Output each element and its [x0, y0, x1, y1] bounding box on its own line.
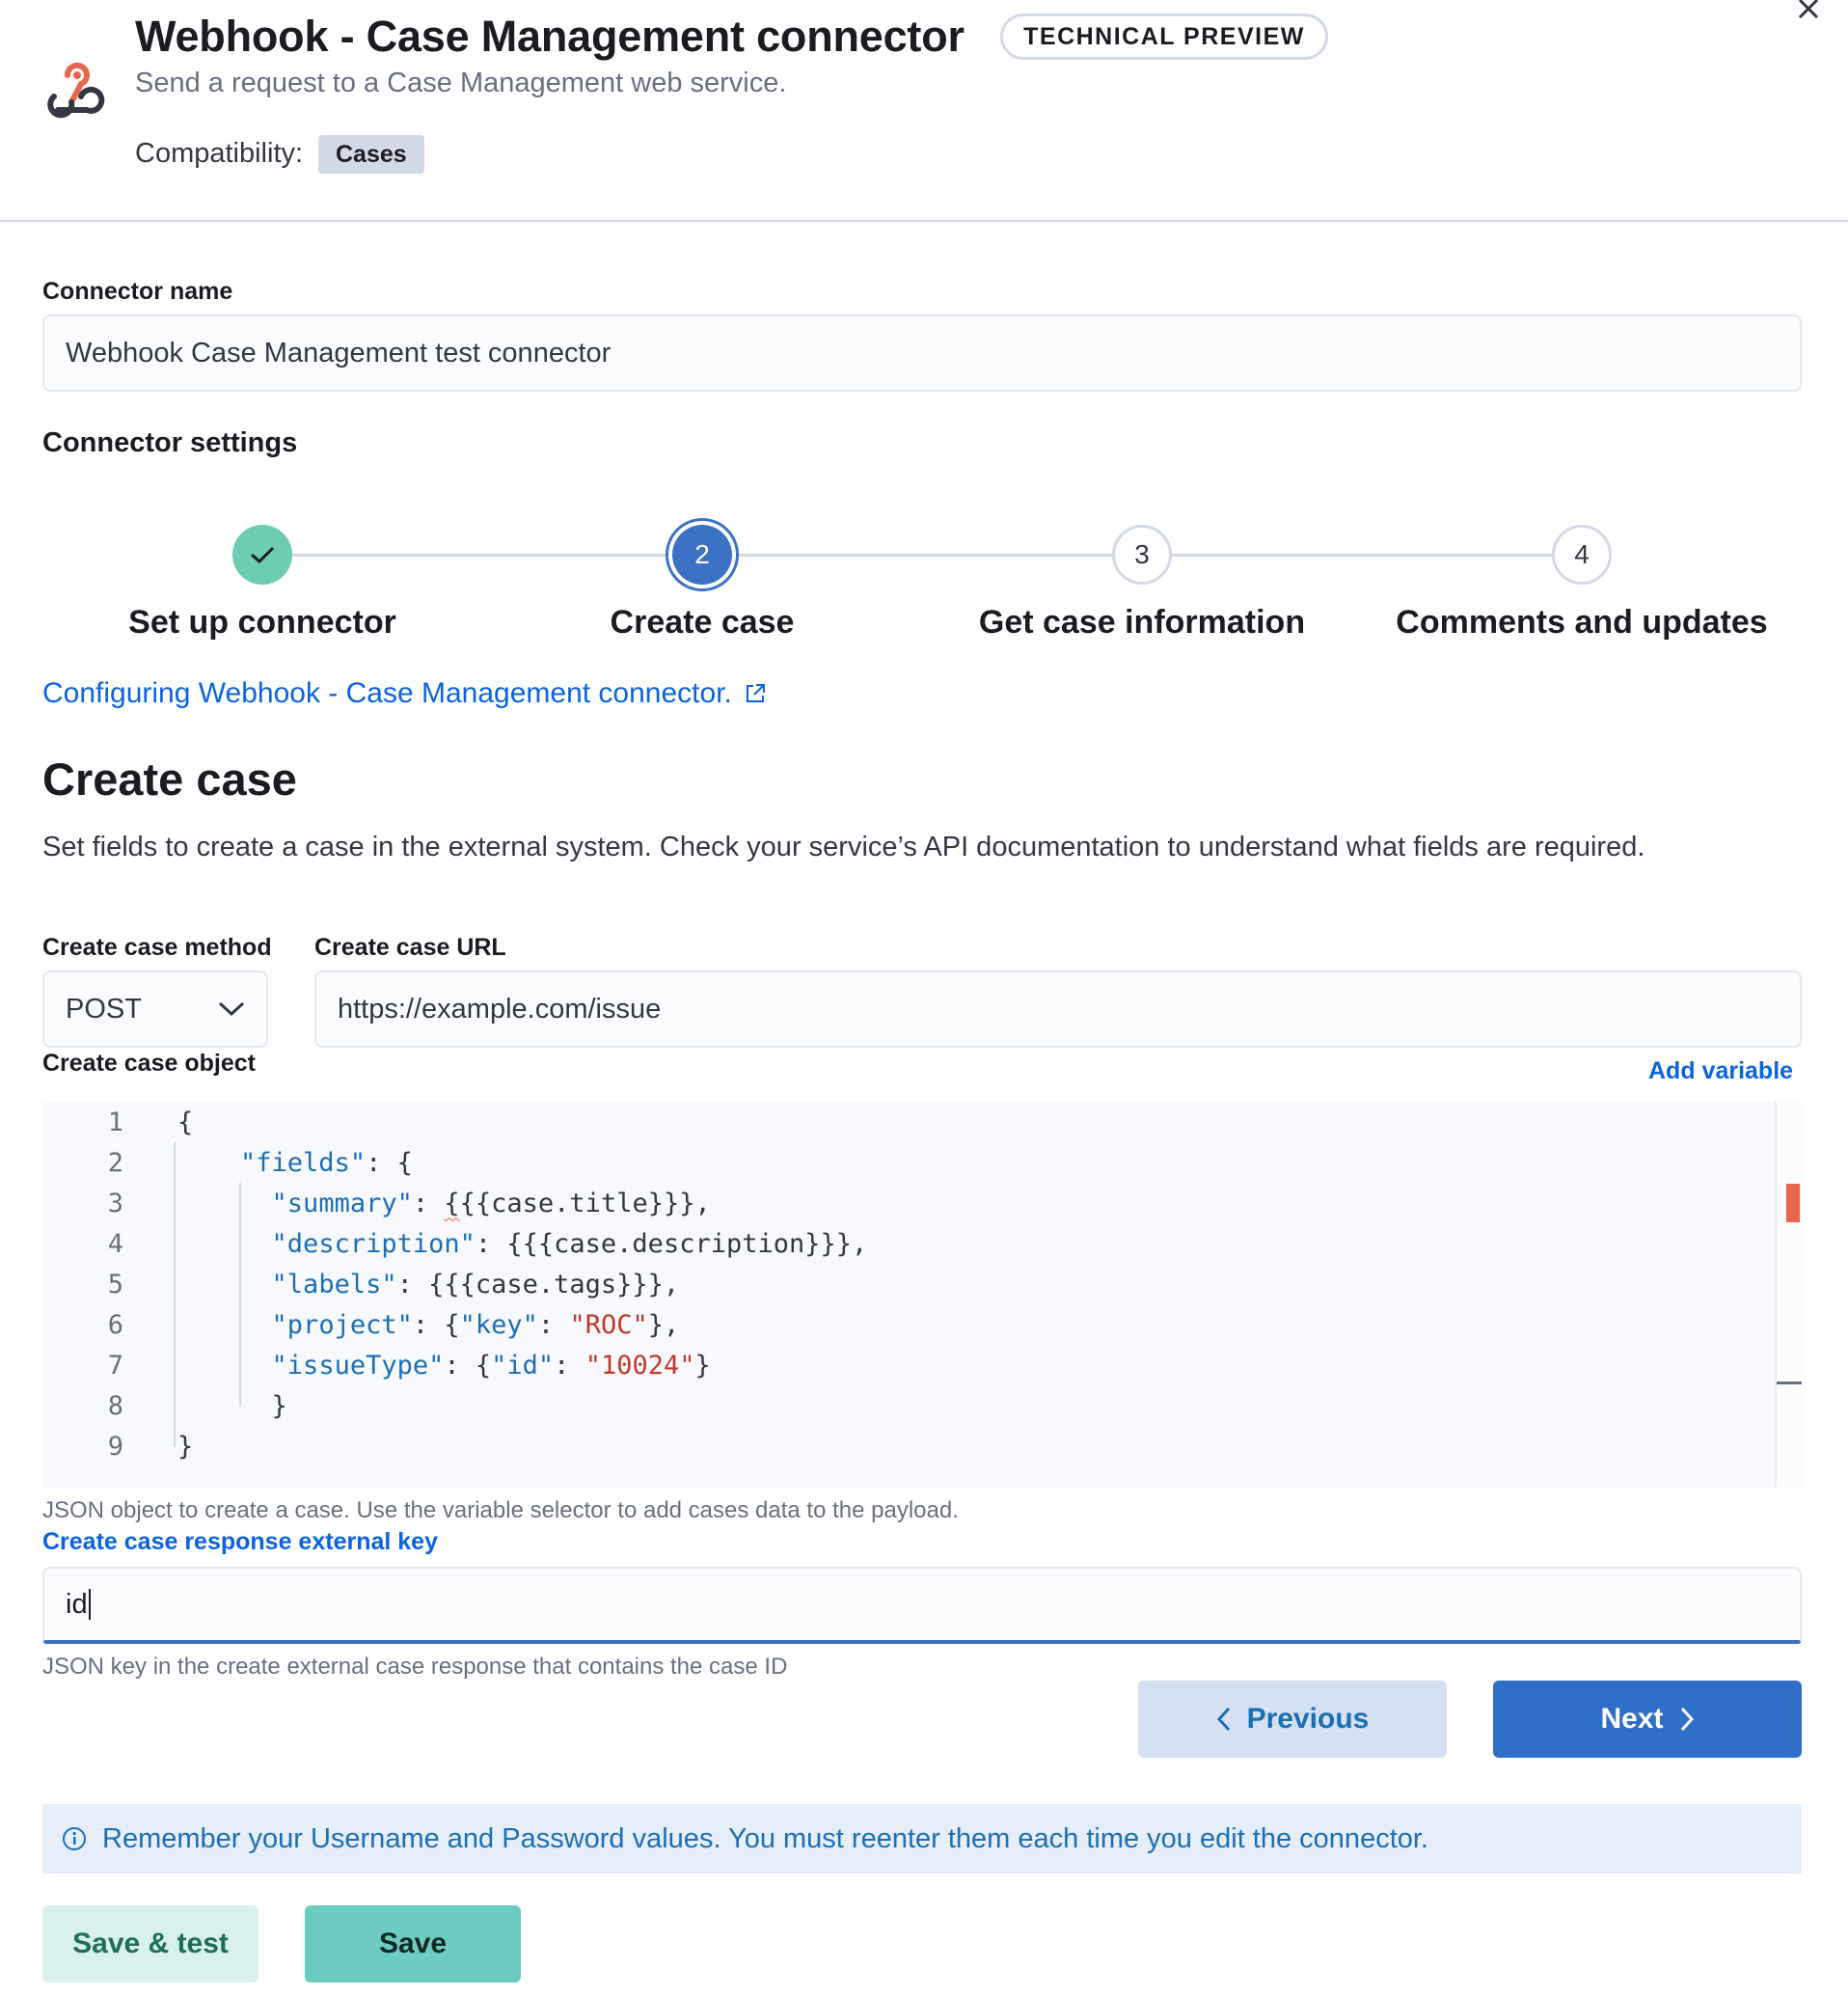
url-value: https://example.com/issue: [338, 993, 662, 1025]
create-case-object-label: Create case object: [42, 1050, 256, 1077]
next-label: Next: [1600, 1703, 1664, 1735]
step-4-label[interactable]: Comments and updates: [1396, 604, 1768, 641]
header-divider: [0, 220, 1848, 222]
create-case-description: Set fields to create a case in the external system. Check your service’s API documentation to understand what fields are required.: [42, 832, 1645, 862]
create-case-method-label: Create case method: [42, 934, 272, 961]
create-case-method-select[interactable]: [42, 971, 268, 1048]
code-line: 7 "issueType": {"id": "10024"}: [107, 1350, 711, 1381]
code-line: 5 "labels": {{{case.tags}}},: [107, 1269, 680, 1299]
connector-settings-title: Connector settings: [42, 427, 298, 458]
step-3-label[interactable]: Get case information: [978, 604, 1306, 641]
create-case-title: Create case: [42, 753, 297, 805]
save-and-test-button[interactable]: [42, 1905, 258, 1983]
compatibility-badge: Cases: [318, 135, 424, 174]
save-and-test-label: Save & test: [72, 1928, 229, 1959]
create-case-url-input[interactable]: [314, 971, 1802, 1048]
code-line: 1 {: [107, 1107, 194, 1137]
webhook-icon: [39, 62, 108, 127]
code-line: 4 "description": {{{case.description}}},: [107, 1228, 868, 1259]
external-key-input[interactable]: [42, 1567, 1802, 1644]
external-key-help: JSON key in the create external case response that contains the case ID: [42, 1654, 788, 1680]
code-line: 2 "fields": {: [107, 1147, 413, 1178]
technical-preview-badge: TECHNICAL PREVIEW: [1000, 14, 1328, 60]
code-line: 6 "project": {"key": "ROC"},: [107, 1309, 680, 1340]
step-2-number: 2: [694, 539, 710, 569]
documentation-link[interactable]: [42, 677, 767, 710]
previous-label: Previous: [1246, 1703, 1370, 1735]
step-1-label[interactable]: Set up connector: [128, 604, 396, 641]
connector-name-label: Connector name: [42, 278, 233, 305]
connector-name-input[interactable]: [42, 315, 1802, 392]
next-button[interactable]: [1493, 1681, 1802, 1758]
scroll-position-marker: [1777, 1381, 1802, 1384]
create-case-url-label: Create case URL: [314, 934, 506, 961]
step-4[interactable]: [1552, 525, 1612, 585]
info-icon: [62, 1826, 87, 1851]
compatibility-label: Compatibility:: [135, 138, 304, 169]
code-line: 8 }: [107, 1390, 287, 1421]
create-case-object-editor[interactable]: [42, 1102, 1802, 1488]
connector-name-value: Webhook Case Management test connector: [66, 337, 611, 369]
page-title: Webhook - Case Management connector: [135, 12, 965, 61]
editor-scrollbar[interactable]: [1775, 1102, 1802, 1488]
code-line: 3 "summary": {{{case.title}}},: [107, 1188, 711, 1218]
chevron-left-icon: [1216, 1707, 1232, 1732]
add-variable-button[interactable]: Add variable: [1648, 1057, 1794, 1084]
page-subtitle: Send a request to a Case Management web service.: [135, 68, 787, 98]
step-2-label[interactable]: Create case: [610, 604, 795, 641]
text-caret: [89, 1589, 91, 1620]
stepper-track: [262, 554, 1584, 557]
check-icon: [250, 545, 275, 564]
step-2-current[interactable]: [672, 525, 732, 585]
credentials-callout: [42, 1804, 1802, 1874]
save-label: Save: [378, 1928, 448, 1959]
external-key-label: Create case response external key: [42, 1528, 438, 1555]
close-icon[interactable]: [1794, 0, 1823, 19]
step-3-number: 3: [1134, 539, 1150, 569]
method-value: POST: [66, 993, 142, 1025]
create-case-object-help: JSON object to create a case. Use the variable selector to add cases data to the payload.: [42, 1497, 959, 1523]
documentation-link-text: Configuring Webhook - Case Management connector.: [42, 677, 732, 709]
previous-button[interactable]: [1138, 1681, 1447, 1758]
external-link-icon: [744, 682, 767, 705]
step-3[interactable]: [1112, 525, 1172, 585]
save-button[interactable]: [305, 1905, 521, 1983]
error-marker: [1786, 1184, 1800, 1222]
chevron-right-icon: [1679, 1707, 1695, 1732]
step-4-number: 4: [1574, 539, 1590, 569]
chevron-down-icon: [218, 1001, 245, 1017]
callout-text: Remember your Username and Password values. You must reenter them each time you edit the connector.: [102, 1822, 1428, 1854]
step-1-complete[interactable]: [232, 525, 292, 585]
code-line: 9 }: [107, 1431, 194, 1462]
external-key-value: id: [66, 1588, 88, 1620]
